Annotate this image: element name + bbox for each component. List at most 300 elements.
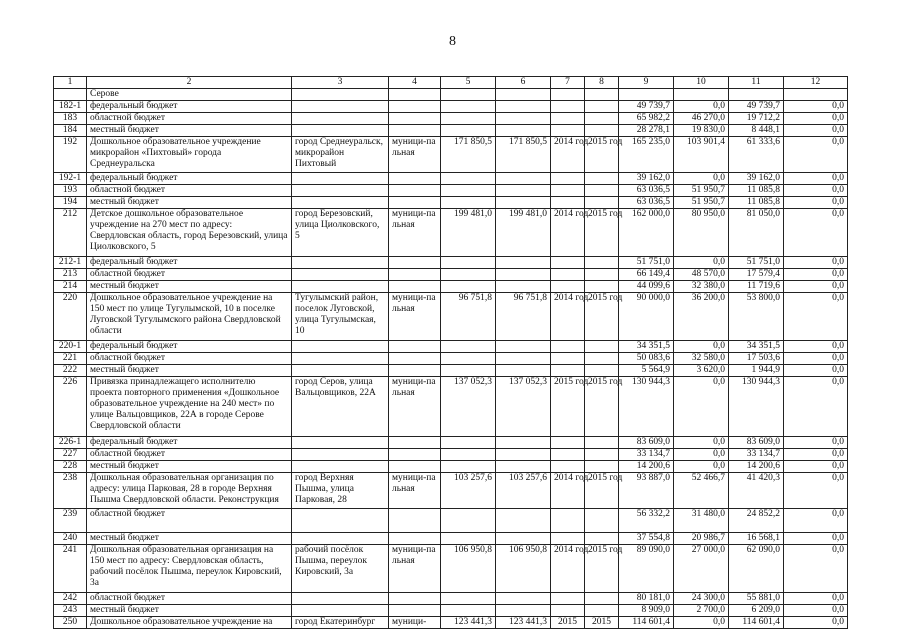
table-cell: 17 579,4 <box>729 269 784 281</box>
table-cell: местный бюджет <box>87 461 292 473</box>
table-cell: 27 000,0 <box>674 545 729 593</box>
table-cell: 0,0 <box>784 209 848 257</box>
table-cell: 220-1 <box>54 341 87 353</box>
table-cell: 162 000,0 <box>619 209 674 257</box>
table-cell <box>441 605 496 617</box>
table-row <box>54 365 848 377</box>
table-cell <box>441 173 496 185</box>
table-cell <box>389 341 441 353</box>
table-cell: Тугулымский район, поселок Луговской, улица Тугулымская, 10 <box>292 293 389 341</box>
table-cell <box>292 461 389 473</box>
table-cell: город Серов, улица Вальцовщиков, 22А <box>292 377 389 437</box>
table-cell: 63 036,5 <box>619 197 674 209</box>
table-cell <box>551 113 585 125</box>
table-cell: федеральный бюджет <box>87 257 292 269</box>
table-cell <box>292 341 389 353</box>
table-cell: Дошкольная образовательная организация на 150 мест по адресу: Свердловская область, рабочий посёлок Пышма, переулок Кировский, 3а <box>87 545 292 593</box>
table-cell: местный бюджет <box>87 197 292 209</box>
table-cell: 89 090,0 <box>619 545 674 593</box>
table-cell: местный бюджет <box>87 281 292 293</box>
table-row <box>54 269 848 281</box>
table-cell <box>551 185 585 197</box>
table-cell: 49 739,7 <box>729 101 784 113</box>
table-cell <box>585 449 619 461</box>
table-cell <box>496 437 551 449</box>
table-cell <box>496 101 551 113</box>
table-cell <box>496 509 551 533</box>
table-cell: 242 <box>54 593 87 605</box>
table-cell <box>389 437 441 449</box>
table-cell: 0,0 <box>784 437 848 449</box>
table-cell: Привязка принадлежащего исполнителю проекта повторного применения «Дошкольное образовательное учреждение на 240 мест» по улице Вальцовщиков, 22А в городе Серове Свердловской области <box>87 377 292 437</box>
table-cell <box>585 509 619 533</box>
table-cell: 66 149,4 <box>619 269 674 281</box>
table-cell: город Екатеринбург <box>292 617 389 629</box>
table-cell <box>292 269 389 281</box>
table-cell <box>551 269 585 281</box>
table-cell: город Березовский, улица Циолковского, 5 <box>292 209 389 257</box>
table-row <box>54 197 848 209</box>
table-cell: 48 570,0 <box>674 269 729 281</box>
table-row <box>54 377 848 437</box>
table-cell <box>389 593 441 605</box>
table-cell: 0,0 <box>784 113 848 125</box>
table-cell <box>441 125 496 137</box>
table-cell: местный бюджет <box>87 605 292 617</box>
table-cell: 32 380,0 <box>674 281 729 293</box>
table-cell <box>585 113 619 125</box>
table-cell: 16 568,1 <box>729 533 784 545</box>
table-cell <box>551 341 585 353</box>
table-row <box>54 89 848 101</box>
table-cell <box>54 89 87 101</box>
table-cell <box>292 89 389 101</box>
table-cell <box>496 593 551 605</box>
table-cell: 0,0 <box>784 377 848 437</box>
table-cell <box>389 461 441 473</box>
table-cell: 114 601,4 <box>729 617 784 629</box>
table-cell <box>292 281 389 293</box>
table-cell: 93 887,0 <box>619 473 674 509</box>
table-cell: город Среднеуральск, микрорайон Пихтовый <box>292 137 389 173</box>
table-cell: Серове <box>87 89 292 101</box>
table-cell: 106 950,8 <box>496 545 551 593</box>
table-cell: 39 162,0 <box>729 173 784 185</box>
table-cell: 2 700,0 <box>674 605 729 617</box>
table-cell: 2014 год <box>551 209 585 257</box>
table-cell: местный бюджет <box>87 125 292 137</box>
table-cell: 137 052,3 <box>496 377 551 437</box>
table-cell <box>496 173 551 185</box>
table-cell <box>551 449 585 461</box>
table-cell: 220 <box>54 293 87 341</box>
table-cell: 222 <box>54 365 87 377</box>
table-cell <box>585 125 619 137</box>
table-cell <box>292 125 389 137</box>
table-cell: Дошкольное образовательное учреждение микрорайон «Пихтовый» города Среднеуральска <box>87 137 292 173</box>
table-cell <box>585 365 619 377</box>
table-cell <box>441 449 496 461</box>
table-cell: 2015 год <box>585 293 619 341</box>
table-cell <box>674 89 729 101</box>
table-cell <box>496 449 551 461</box>
table-cell: город Верхняя Пышма, улица Парковая, 28 <box>292 473 389 509</box>
table-cell: 103 257,6 <box>441 473 496 509</box>
table-cell: 0,0 <box>784 473 848 509</box>
table-cell: 0,0 <box>674 257 729 269</box>
table-cell: 14 200,6 <box>729 461 784 473</box>
table-cell <box>496 197 551 209</box>
table-cell <box>585 461 619 473</box>
table-cell: 61 333,6 <box>729 137 784 173</box>
table-cell: 171 850,5 <box>496 137 551 173</box>
table-cell: 20 986,7 <box>674 533 729 545</box>
table-cell: 2015 год <box>585 137 619 173</box>
table-header-row <box>54 77 848 89</box>
table-cell <box>585 89 619 101</box>
table-cell: 2014 год <box>551 473 585 509</box>
table-cell: 183 <box>54 113 87 125</box>
table-cell: муници- <box>389 617 441 629</box>
column-header: 1 <box>54 77 87 89</box>
table-cell: 2015 <box>585 617 619 629</box>
table-cell <box>585 197 619 209</box>
table-cell <box>292 593 389 605</box>
table-cell: 36 200,0 <box>674 293 729 341</box>
table-cell: 28 278,1 <box>619 125 674 137</box>
table-cell <box>292 533 389 545</box>
table-cell <box>585 437 619 449</box>
table-cell: 192 <box>54 137 87 173</box>
table-cell: 41 420,3 <box>729 473 784 509</box>
column-header: 12 <box>784 77 848 89</box>
table-cell <box>551 437 585 449</box>
table-row <box>54 449 848 461</box>
table-cell <box>551 461 585 473</box>
table-cell: 53 800,0 <box>729 293 784 341</box>
table-cell <box>389 533 441 545</box>
table-cell <box>389 365 441 377</box>
table-cell: 114 601,4 <box>619 617 674 629</box>
table-cell: 11 719,6 <box>729 281 784 293</box>
table-cell: 106 950,8 <box>441 545 496 593</box>
table-cell <box>496 113 551 125</box>
table-cell: 0,0 <box>784 173 848 185</box>
table-row <box>54 341 848 353</box>
table-cell: областной бюджет <box>87 353 292 365</box>
table-cell: 0,0 <box>784 185 848 197</box>
table-row <box>54 137 848 173</box>
table-cell: 182-1 <box>54 101 87 113</box>
table-cell: 0,0 <box>674 173 729 185</box>
table-cell <box>496 365 551 377</box>
table-cell: 221 <box>54 353 87 365</box>
table-cell: 96 751,8 <box>441 293 496 341</box>
table-cell: 241 <box>54 545 87 593</box>
table-cell: 33 134,7 <box>729 449 784 461</box>
table-cell: федеральный бюджет <box>87 341 292 353</box>
table-row <box>54 185 848 197</box>
table-cell <box>441 509 496 533</box>
table-cell <box>389 509 441 533</box>
table-cell <box>551 173 585 185</box>
table-cell: 14 200,6 <box>619 461 674 473</box>
table-row <box>54 509 848 533</box>
table-cell: 0,0 <box>784 293 848 341</box>
table-cell <box>585 281 619 293</box>
table-cell: 137 052,3 <box>441 377 496 437</box>
table-cell <box>551 365 585 377</box>
column-header: 2 <box>87 77 292 89</box>
table-cell: федеральный бюджет <box>87 173 292 185</box>
table-cell <box>551 593 585 605</box>
table-cell: муници-пальная <box>389 473 441 509</box>
table-cell: 19 712,2 <box>729 113 784 125</box>
table-cell: муници-пальная <box>389 209 441 257</box>
table-cell: 51 950,7 <box>674 185 729 197</box>
table-cell <box>441 353 496 365</box>
table-cell: 65 982,2 <box>619 113 674 125</box>
table-cell <box>551 101 585 113</box>
table-cell: 0,0 <box>784 545 848 593</box>
table-cell <box>292 257 389 269</box>
table-cell <box>441 593 496 605</box>
column-header: 8 <box>585 77 619 89</box>
table-cell <box>292 173 389 185</box>
budget-table <box>53 76 848 629</box>
column-header: 5 <box>441 77 496 89</box>
table-cell <box>292 353 389 365</box>
table-cell <box>585 185 619 197</box>
table-cell: областной бюджет <box>87 185 292 197</box>
table-cell: муници-пальная <box>389 377 441 437</box>
table-cell: 238 <box>54 473 87 509</box>
table-cell: 165 235,0 <box>619 137 674 173</box>
table-row <box>54 473 848 509</box>
table-cell: 52 466,7 <box>674 473 729 509</box>
table-cell: 184 <box>54 125 87 137</box>
table-cell: 2015 год <box>585 473 619 509</box>
table-cell: 56 332,2 <box>619 509 674 533</box>
table-cell <box>496 533 551 545</box>
table-cell <box>389 449 441 461</box>
table-cell <box>441 281 496 293</box>
table-cell <box>389 257 441 269</box>
table-cell: 0,0 <box>784 257 848 269</box>
table-cell: муници-пальная <box>389 293 441 341</box>
table-cell: 226 <box>54 377 87 437</box>
table-cell <box>389 185 441 197</box>
column-header: 9 <box>619 77 674 89</box>
table-cell: 2015 год <box>551 377 585 437</box>
table-cell <box>292 113 389 125</box>
table-cell <box>292 365 389 377</box>
table-cell <box>496 605 551 617</box>
table-cell: Дошкольное образовательное учреждение на 150 мест по улице Тугулымской, 10 в поселке Луговской Тугулымского района Свердловской области <box>87 293 292 341</box>
page-number: 8 <box>449 34 456 49</box>
table-row <box>54 293 848 341</box>
table-cell: 2015 год <box>585 377 619 437</box>
table-cell <box>441 185 496 197</box>
table-cell <box>496 89 551 101</box>
table-cell: 2015 год <box>585 545 619 593</box>
table-cell: 5 564,9 <box>619 365 674 377</box>
table-row <box>54 593 848 605</box>
table-row <box>54 533 848 545</box>
table-cell: 80 950,0 <box>674 209 729 257</box>
table-cell: 0,0 <box>784 449 848 461</box>
table-cell: 34 351,5 <box>619 341 674 353</box>
table-cell <box>551 533 585 545</box>
table-cell: 0,0 <box>784 125 848 137</box>
table-cell: 0,0 <box>784 509 848 533</box>
table-cell: 11 085,8 <box>729 197 784 209</box>
column-header: 6 <box>496 77 551 89</box>
table-cell <box>496 353 551 365</box>
table-cell: 8 909,0 <box>619 605 674 617</box>
table-cell <box>551 509 585 533</box>
table-row <box>54 437 848 449</box>
table-cell <box>496 461 551 473</box>
table-cell <box>551 605 585 617</box>
table-cell <box>441 197 496 209</box>
table-cell: 0,0 <box>674 101 729 113</box>
table-cell: 0,0 <box>784 593 848 605</box>
table-row <box>54 209 848 257</box>
table-cell: 32 580,0 <box>674 353 729 365</box>
table-cell <box>441 269 496 281</box>
table-cell: 199 481,0 <box>496 209 551 257</box>
table-cell: 62 090,0 <box>729 545 784 593</box>
table-cell: 250 <box>54 617 87 629</box>
table-cell <box>784 89 848 101</box>
table-cell <box>292 509 389 533</box>
table-cell: Дошкольное образовательное учреждение на <box>87 617 292 629</box>
table-cell: 24 852,2 <box>729 509 784 533</box>
table-cell <box>585 533 619 545</box>
table-row <box>54 461 848 473</box>
table-cell <box>441 257 496 269</box>
table-cell <box>585 593 619 605</box>
table-cell <box>441 365 496 377</box>
table-cell: 31 480,0 <box>674 509 729 533</box>
table-cell: 2015 <box>551 617 585 629</box>
table-row <box>54 605 848 617</box>
table-cell <box>292 449 389 461</box>
table-cell: 0,0 <box>784 365 848 377</box>
table-cell: 34 351,5 <box>729 341 784 353</box>
table-cell: 130 944,3 <box>619 377 674 437</box>
table-cell <box>292 605 389 617</box>
table-cell <box>441 461 496 473</box>
table-cell <box>389 89 441 101</box>
table-cell: 130 944,3 <box>729 377 784 437</box>
table-cell: областной бюджет <box>87 449 292 461</box>
table-cell: Детское дошкольное образовательное учреждение на 270 мест по адресу: Свердловская область, город Березовский, улица Циолковского, 5 <box>87 209 292 257</box>
table-row <box>54 353 848 365</box>
table-cell: 194 <box>54 197 87 209</box>
table-cell: 212 <box>54 209 87 257</box>
table-cell: 0,0 <box>784 617 848 629</box>
table-cell <box>389 281 441 293</box>
table-cell: 2014 год <box>551 293 585 341</box>
table-cell: 0,0 <box>784 269 848 281</box>
table-cell: 49 739,7 <box>619 101 674 113</box>
table-cell: 2014 год <box>551 137 585 173</box>
table-cell <box>389 605 441 617</box>
table-cell <box>441 533 496 545</box>
table-cell: 123 441,3 <box>496 617 551 629</box>
table-cell: 0,0 <box>784 101 848 113</box>
table-cell: 0,0 <box>784 605 848 617</box>
table-cell: 0,0 <box>674 617 729 629</box>
table-cell: областной бюджет <box>87 593 292 605</box>
table-cell: 243 <box>54 605 87 617</box>
table-cell: 171 850,5 <box>441 137 496 173</box>
table-cell <box>292 101 389 113</box>
table-cell: 123 441,3 <box>441 617 496 629</box>
table-cell <box>292 437 389 449</box>
table-cell: 83 609,0 <box>619 437 674 449</box>
column-header: 7 <box>551 77 585 89</box>
table-cell: 240 <box>54 533 87 545</box>
table-cell: 0,0 <box>784 353 848 365</box>
table-cell <box>585 101 619 113</box>
table-cell <box>441 113 496 125</box>
table-cell: 0,0 <box>674 341 729 353</box>
table-cell <box>585 605 619 617</box>
table-cell <box>441 341 496 353</box>
table-cell: 11 085,8 <box>729 185 784 197</box>
table-cell <box>441 101 496 113</box>
column-header: 10 <box>674 77 729 89</box>
table-cell: рабочий посёлок Пышма, переулок Кировский, 3а <box>292 545 389 593</box>
table-cell <box>496 185 551 197</box>
table-cell: 0,0 <box>674 437 729 449</box>
table-cell: местный бюджет <box>87 365 292 377</box>
table-cell: областной бюджет <box>87 113 292 125</box>
table-cell: 2014 год <box>551 545 585 593</box>
table-row <box>54 113 848 125</box>
table-cell: 17 503,6 <box>729 353 784 365</box>
table-cell: 0,0 <box>784 533 848 545</box>
table-row <box>54 617 848 629</box>
table-cell <box>585 173 619 185</box>
table-cell: 0,0 <box>784 281 848 293</box>
table-cell: 55 881,0 <box>729 593 784 605</box>
table-row <box>54 545 848 593</box>
table-cell: 37 554,8 <box>619 533 674 545</box>
table-cell <box>496 341 551 353</box>
table-cell: 3 620,0 <box>674 365 729 377</box>
table-cell: 0,0 <box>784 197 848 209</box>
table-cell: 239 <box>54 509 87 533</box>
table-cell: 39 162,0 <box>619 173 674 185</box>
table-cell: 63 036,5 <box>619 185 674 197</box>
table-cell <box>619 89 674 101</box>
table-cell: 51 751,0 <box>729 257 784 269</box>
table-cell <box>389 101 441 113</box>
table-cell <box>389 125 441 137</box>
table-cell <box>551 281 585 293</box>
table-row <box>54 101 848 113</box>
table-cell: 103 901,4 <box>674 137 729 173</box>
table-row <box>54 173 848 185</box>
column-header: 4 <box>389 77 441 89</box>
table-cell: 44 099,6 <box>619 281 674 293</box>
table-cell <box>496 269 551 281</box>
column-header: 3 <box>292 77 389 89</box>
